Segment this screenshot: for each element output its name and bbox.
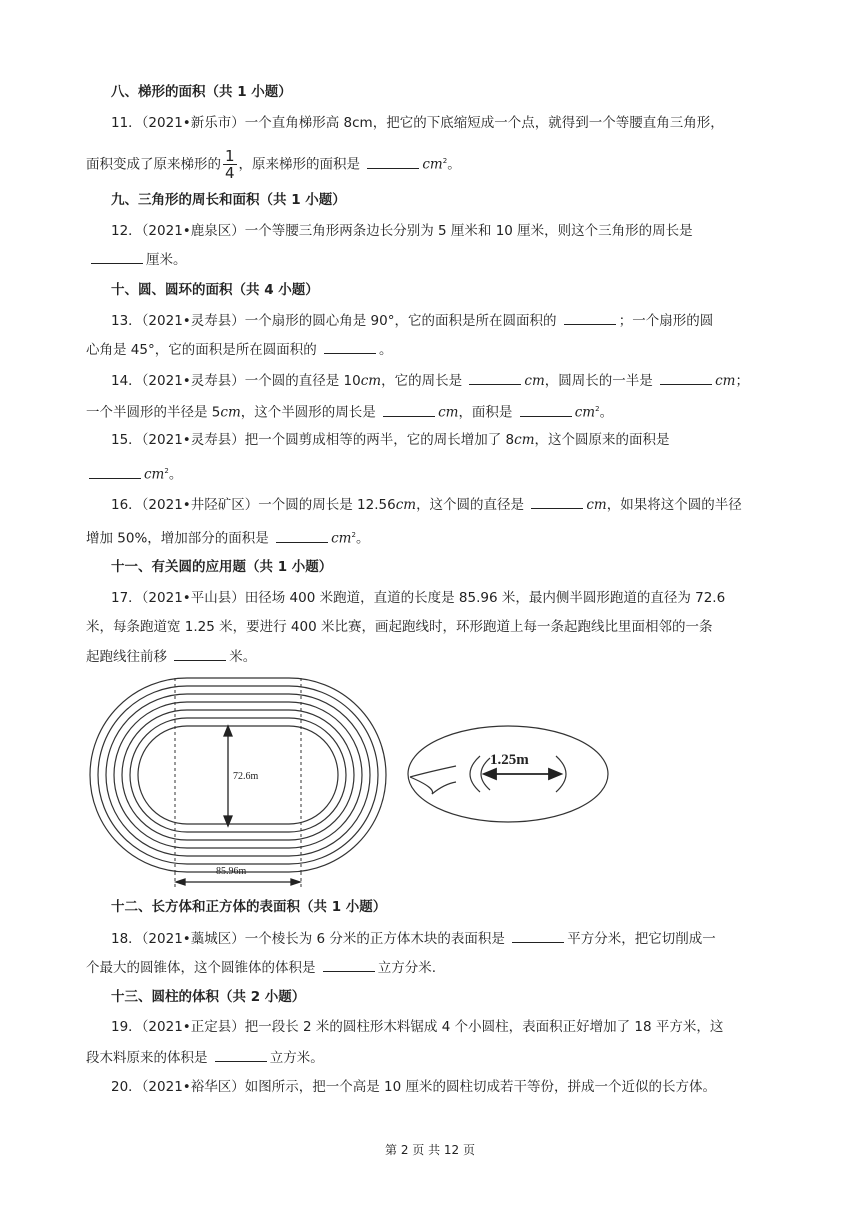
question-18-line2: 个最大的圆锥体，这个圆锥体的体积是 立方分米. [86, 957, 436, 978]
answer-blank[interactable] [174, 646, 226, 661]
length-label: 85.96m [216, 866, 247, 877]
width-label: 1.25m [490, 752, 529, 768]
running-track-figure [88, 676, 616, 890]
answer-blank[interactable] [215, 1047, 267, 1062]
answer-blank[interactable] [660, 370, 712, 385]
question-13-line1: 13．（2021•灵寿县）一个扇形的圆心角是 90°，它的面积是所在圆面积的 ；一个扇形的圆 [111, 310, 713, 331]
question-20-line1: 20．（2021•裕华区）如图所示，把一个高是 10 厘米的圆柱切成若干等份，拼成一个近似的长方体。 [111, 1079, 717, 1095]
section-heading-12: 十二、长方体和正方体的表面积（共 1 小题） [111, 899, 387, 915]
answer-blank[interactable] [512, 928, 564, 943]
question-11-line2: 面积变成了原来梯形的 $\frac{1}{4}$ ，原来梯形的面积是 $cm^2$。 [86, 147, 461, 182]
question-11-line1: 11．（2021•新乐市）一个直角梯形高 8cm，把它的下底缩短成一个点，就得到一个等腰直角三角形， [111, 115, 724, 131]
answer-blank[interactable] [276, 528, 328, 543]
fraction-one-quarter: $\frac{1}{4}$ [225, 147, 235, 182]
answer-blank[interactable] [383, 402, 435, 417]
answer-blank[interactable] [520, 402, 572, 417]
length-arrow [176, 879, 300, 885]
question-17-line2: 米，每条跑道宽 1.25 米，要进行 400 米比赛，画起跑线时，环形跑道上每一条起跑线比里面相邻的一条 [86, 619, 713, 635]
question-17-line1: 17．（2021•平山县）田径场 400 米跑道，直道的长度是 85.96 米，最内侧半圆形跑道的直径为 72.6 [111, 590, 726, 606]
question-15-line1: 15．（2021•灵寿县）把一个圆剪成相等的两半，它的周长增加了 8cm，这个圆原来的面积是 [111, 432, 670, 448]
answer-blank[interactable] [564, 310, 616, 325]
answer-blank[interactable] [91, 249, 143, 264]
diameter-arrow [224, 726, 232, 826]
section-heading-10: 十、圆、圆环的面积（共 4 小题） [111, 282, 319, 298]
question-17-line3: 起跑线往前移 米。 [86, 646, 256, 667]
question-18-line1: 18．（2021•藁城区）一个棱长为 6 分米的正方体木块的表面积是 平方分米，把它切削成一 [111, 928, 716, 949]
width-arrow [484, 769, 561, 779]
answer-blank[interactable] [469, 370, 521, 385]
question-16-line2: 增加 50%，增加部分的面积是 $cm^2$。 [86, 525, 369, 549]
answer-blank[interactable] [324, 339, 376, 354]
diameter-label: 72.6m [233, 771, 259, 782]
page-footer: 第 2 页 共 12 页 [385, 1143, 475, 1157]
answer-blank[interactable] [323, 957, 375, 972]
question-13-line2: 心角是 45°，它的面积是所在圆面积的 。 [86, 339, 393, 360]
answer-blank[interactable] [531, 494, 583, 509]
section-heading-11: 十一、有关圆的应用题（共 1 小题） [111, 559, 333, 575]
question-16-line1: 16．（2021•井陉矿区）一个圆的周长是 12.56cm，这个圆的直径是 cm，如果将这个圆的半径 [111, 494, 742, 515]
section-heading-8: 八、梯形的面积（共 1 小题） [111, 84, 292, 100]
question-14-line1: 14．（2021•灵寿县）一个圆的直径是 10cm，它的周长是 cm，圆周长的一半是 cm； [111, 370, 749, 391]
question-15-line2: $cm^2$。 [86, 461, 182, 485]
answer-blank[interactable] [367, 154, 419, 169]
answer-blank[interactable] [89, 464, 141, 479]
question-12-line2: 厘米。 [88, 249, 187, 270]
question-19-line1: 19．（2021•正定县）把一段长 2 米的圆柱形木料锯成 4 个小圆柱，表面积正好增加了 18 平方米，这 [111, 1019, 724, 1035]
section-heading-13: 十三、圆柱的体积（共 2 小题） [111, 989, 306, 1005]
question-19-line2: 段木料原来的体积是 立方米。 [86, 1047, 324, 1068]
section-heading-9: 九、三角形的周长和面积（共 1 小题） [111, 192, 346, 208]
question-14-line2: 一个半圆形的半径是 5cm，这个半圆形的周长是 cm，面积是 $cm^2$。 [86, 399, 613, 423]
question-12-line1: 12．（2021•鹿泉区）一个等腰三角形两条边长分别为 5 厘米和 10 厘米，则这个三角形的周长是 [111, 223, 693, 239]
